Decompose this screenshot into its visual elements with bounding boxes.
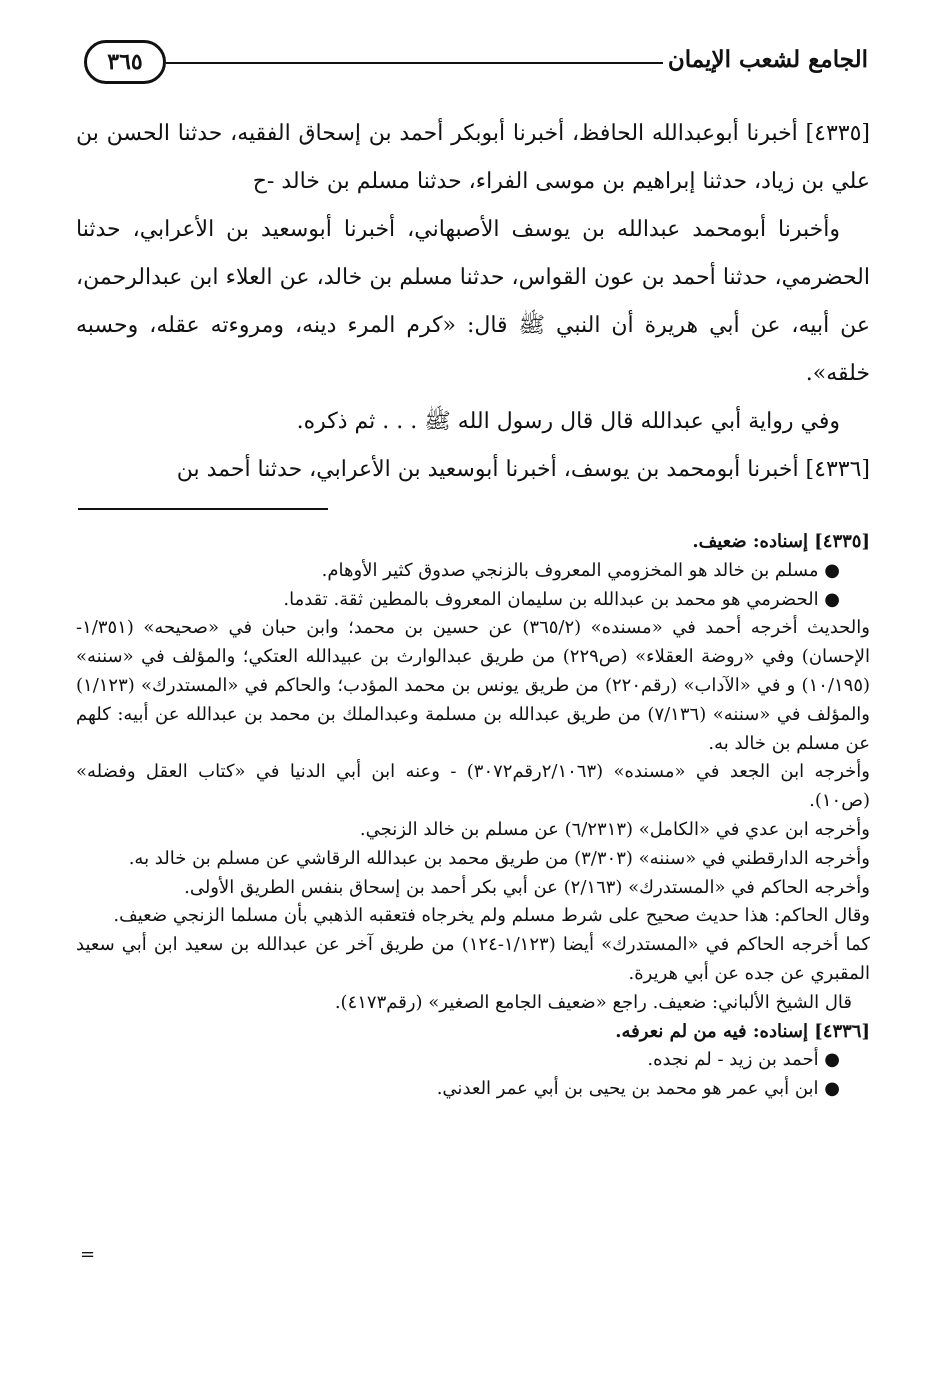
page-number: ٣٦٥ [84,40,166,84]
footnote-paragraph: والحديث أخرجه أحمد في «مسنده» (٣٦٥/٢) عن حسين بن محمد؛ وابن حبان في «صحيحه» (١/٣٥١-الإحسان) وفي «روضة العقلاء» (ص٢٢٩) من طريق عبدالوارث بن عبيدالله العتكي؛ والمؤلف في «سننه» (١٠/١٩٥) و في «الآداب» (رقم٢٢٠) من طريق يونس بن محمد المؤدب؛ والحاكم في «المستدرك» (١/١٢٣) والمؤلف في «سننه» (٧/١٣٦) من طريق عبدالله بن مسلمة وعبدالملك بن محمد بن عبدالله عن أبيه: كلهم عن مسلم بن خالد به. [76,617,871,754]
footnotes [76,528,870,1104]
footnote-bullet: ● الحضرمي هو محمد بن عبدالله بن سليمان المعروف بالمطين ثقة. تقدما. [283,588,840,610]
footnote-paragraph: وقال الحاكم: هذا حديث صحيح على شرط مسلم ولم يخرجاه فتعقبه الذهبي بأن مسلما الزنجي ضعيف. [113,905,870,927]
footnote-paragraph: وأخرجه الدارقطني في «سننه» (٣/٣٠٣) من طريق محمد بن عبدالله الرقاشي عن مسلم بن خالد به. [128,847,870,869]
page-header [78,40,868,88]
hadith-4335-chain-1: [٤٣٣٥] أخبرنا أبوعبدالله الحافظ، أخبرنا أبوبكر أحمد بن إسحاق الفقيه، حدثنا الحسن بن علي بن زياد، حدثنا إبراهيم بن موسى الفراء، حدثنا مسلم بن خالد -ح [76,121,870,194]
footnote-paragraph: وأخرجه ابن الجعد في «مسنده» (٢/١٠٦٣رقم٣٠٧٢) - وعنه ابن أبي الدنيا في «كتاب العقل وفضله» (ص١٠). [76,761,870,812]
footnote-4336-heading: [٤٣٣٦] إسناده: فيه من لم نعرفه. [615,1020,870,1042]
hadith-4336-start: [٤٣٣٦] أخبرنا أبومحمد بن يوسف، أخبرنا أبوسعيد بن الأعرابي، حدثنا أحمد بن [176,457,870,482]
footnote-bullet: ● أحمد بن زيد - لم نجده. [647,1049,840,1071]
footnote-4335-heading: [٤٣٣٥] إسناده: ضعيف. [692,531,870,552]
footnote-paragraph: قال الشيخ الألباني: ضعيف. راجع «ضعيف الجامع الصغير» (رقم٤١٧٣). [334,991,852,1013]
header-rule [166,62,663,64]
hadith-4335-variant: وفي رواية أبي عبدالله قال قال رسول الله ﷺ . . . ثم ذكره. [296,409,840,434]
footnote-bullet: ● ابن أبي عمر هو محمد بن يحيى بن أبي عمر العدني. [436,1078,840,1100]
footnote-paragraph: وأخرجه ابن عدي في «الكامل» (٦/٢٣١٣) عن مسلم بن خالد الزنجي. [359,818,870,840]
running-title: الجامع لشعب الإيمان [667,46,868,73]
footnote-bullet: ● مسلم بن خالد هو المخزومي المعروف بالزنجي صدوق كثير الأوهام. [321,559,840,581]
main-text [76,110,870,494]
continuation-mark: = [80,1244,96,1265]
footnote-separator [78,508,328,510]
footnote-paragraph: كما أخرجه الحاكم في «المستدرك» أيضا (١/١٢٣-١٢٤) من طريق آخر عن عبدالله بن سعيد ابن أبي سعيد المقبري عن جده عن أبي هريرة. [76,934,870,984]
footnote-paragraph: وأخرجه الحاكم في «المستدرك» (٢/١٦٣) عن أبي بكر أحمد بن إسحاق بنفس الطريق الأولى. [184,876,870,898]
hadith-4335-chain-2: وأخبرنا أبومحمد عبدالله بن يوسف الأصبهاني، أخبرنا أبوسعيد بن الأعرابي، حدثنا الحضرمي، حدثنا أحمد بن عون القواس، حدثنا مسلم بن خالد، عن العلاء ابن عبدالرحمن، عن أبيه، عن أبي هريرة أن النبي ﷺ قال: «كرم المرء دينه، ومروءته عقله، وحسبه خلقه». [76,217,871,386]
